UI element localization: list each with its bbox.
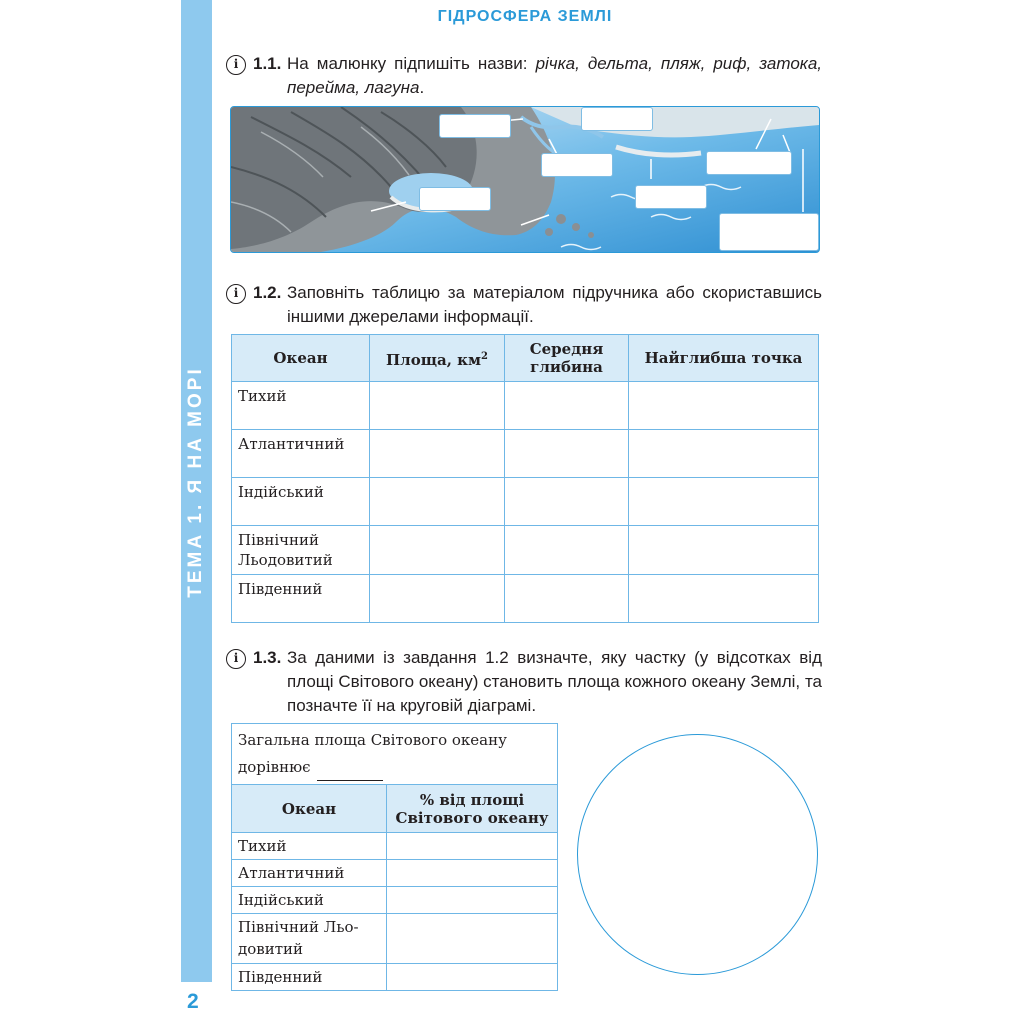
ocean-name: Атлантичний [232,860,387,887]
task-number: 1.3. [253,648,282,667]
header-area-exponent: 2 [481,350,488,362]
header-percent-line1: % від площі [419,790,525,809]
task-1-3 [226,646,822,718]
header-depth [505,335,629,382]
ocean-name [232,526,370,575]
area-cell[interactable] [370,478,505,526]
table-row [232,914,558,964]
task-1-1 [226,52,822,100]
deepest-cell[interactable] [629,478,819,526]
sidebar-theme-title: ТЕМА 1. Я НА МОРІ [185,366,206,598]
header-deepest: Найглибша точка [629,335,819,382]
total-area-row [232,724,558,785]
label-box-4[interactable] [706,151,792,175]
oceans-table [231,334,819,623]
ocean-name-line2: довитий [238,940,304,958]
header-percent-line2: Світового океану [395,808,549,827]
table-row [232,575,819,623]
deepest-cell[interactable] [629,575,819,623]
percent-cell[interactable] [387,964,558,991]
task-number: 1.1. [253,54,282,73]
ocean-name: Індійський [232,887,387,914]
header-depth-line1: Середня [529,340,604,358]
area-cell[interactable] [370,526,505,575]
task-text-lead: На малюнку підпишіть назви: [287,54,536,73]
ocean-name-line1: Північний Льо- [238,918,359,936]
label-box-6[interactable] [635,185,707,209]
total-area-blank[interactable] [317,764,383,781]
header-area-label: Площа, км [386,350,482,369]
label-box-3[interactable] [541,153,613,177]
table-row [232,887,558,914]
depth-cell[interactable] [505,430,629,478]
task-text [287,52,822,100]
table-row [232,382,819,430]
ocean-name: Індійський [232,478,370,526]
page-title: ГІДРОСФЕРА ЗЕМЛІ [437,8,613,25]
label-box-1[interactable] [439,114,511,138]
ocean-name [232,914,387,964]
label-box-7[interactable] [719,213,819,251]
table-row [232,964,558,991]
ocean-name: Південний [232,964,387,991]
task-text-end: . [419,78,425,97]
header-area [370,335,505,382]
ocean-name: Тихий [232,382,370,430]
depth-cell[interactable] [505,526,629,575]
info-icon: i [226,649,246,669]
table-row [232,526,819,575]
total-area-cell [232,724,558,785]
area-cell[interactable] [370,430,505,478]
table-row [232,860,558,887]
task-1-2 [226,281,822,329]
label-box-2[interactable] [581,107,653,131]
depth-cell[interactable] [505,478,629,526]
deepest-cell[interactable] [629,526,819,575]
percent-cell[interactable] [387,860,558,887]
ocean-name: Тихий [232,833,387,860]
deepest-cell[interactable] [629,430,819,478]
ocean-name: Південний [232,575,370,623]
depth-cell[interactable] [505,575,629,623]
info-icon: i [226,55,246,75]
header-ocean: Океан [232,785,387,833]
deepest-cell[interactable] [629,382,819,430]
percent-cell[interactable] [387,914,558,964]
header-ocean: Океан [232,335,370,382]
header-depth-line2: глибина [530,358,603,376]
percent-cell[interactable] [387,887,558,914]
percent-cell[interactable] [387,833,558,860]
table-header-row [232,785,558,833]
task-terms: річка, дельта, пляж, риф, затока, перейма, лагуна [287,54,822,97]
total-area-line2: дорівнює [238,758,311,776]
task-text: Заповніть таблицю за матеріалом підручника або скориставшись іншими джерелами інформації. [287,283,822,326]
total-area-line1: Загальна площа Світового океану [238,731,507,749]
table-header-row [232,335,819,382]
table-row [232,478,819,526]
area-cell[interactable] [370,382,505,430]
table-row [232,833,558,860]
ocean-name: Атлантичний [232,430,370,478]
ocean-percent-table [231,723,558,991]
table-row [232,430,819,478]
ocean-name-line2: Льодовитий [238,551,333,569]
task-number: 1.2. [253,283,282,302]
ocean-name-line1: Північний [238,531,320,549]
pie-chart-blank-circle[interactable] [577,734,818,975]
depth-cell[interactable] [505,382,629,430]
info-icon: i [226,284,246,304]
label-box-5[interactable] [419,187,491,211]
page-number: 2 [187,990,199,1013]
task-text: За даними із завдання 1.2 визначте, яку частку (у відсотках від площі Світового океану) становить площа кожного океану Землі, та позначте її на круговій діаграмі. [287,648,822,715]
header-percent [387,785,558,833]
coastal-illustration [230,106,820,253]
area-cell[interactable] [370,575,505,623]
